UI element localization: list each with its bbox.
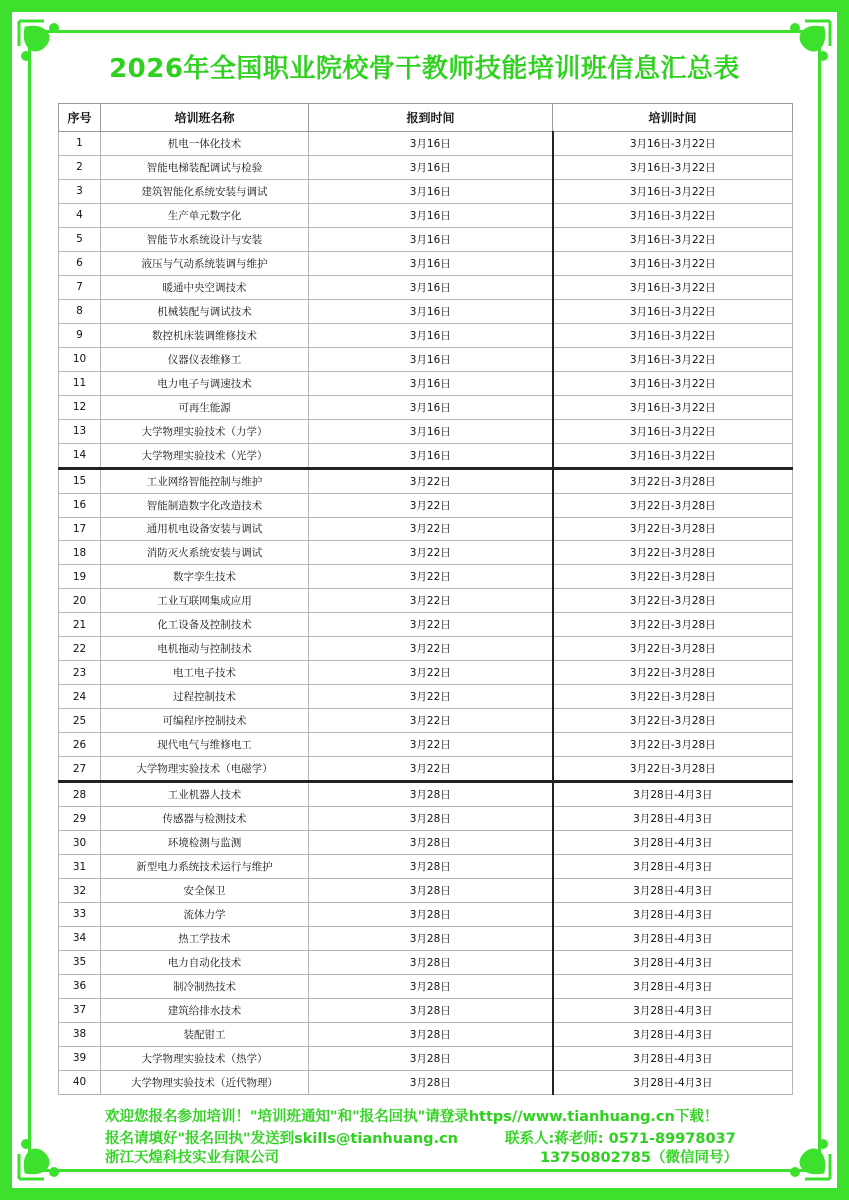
table-row (59, 275, 793, 299)
cell-arrival: 3月28日 (309, 1022, 553, 1046)
cell-no: 6 (59, 251, 101, 275)
cell-name: 流体力学 (101, 903, 309, 927)
table-row (59, 950, 793, 974)
table-row (59, 831, 793, 855)
cell-arrival: 3月22日 (309, 589, 553, 613)
cell-period: 3月28日-4月3日 (553, 1046, 793, 1070)
cell-arrival: 3月16日 (309, 251, 553, 275)
cell-no: 28 (59, 782, 101, 807)
cell-arrival: 3月28日 (309, 926, 553, 950)
table-row (59, 733, 793, 757)
footer-email: 报名请填好"报名回执"发送到skills@tianhuang.cn (105, 1131, 458, 1147)
cell-name: 仪器仪表维修工 (101, 347, 309, 371)
cell-period: 3月28日-4月3日 (553, 782, 793, 807)
table-row (59, 493, 793, 517)
cell-name: 大学物理实验技术（电磁学） (101, 757, 309, 782)
cell-no: 9 (59, 323, 101, 347)
table-row (59, 517, 793, 541)
cell-period: 3月22日-3月28日 (553, 637, 793, 661)
table-row (59, 757, 793, 782)
table-row (59, 974, 793, 998)
cell-no: 16 (59, 493, 101, 517)
cell-period: 3月22日-3月28日 (553, 613, 793, 637)
table-row (59, 998, 793, 1022)
table-row (59, 1022, 793, 1046)
cell-arrival: 3月22日 (309, 733, 553, 757)
cell-name: 工业网络智能控制与维护 (101, 468, 309, 493)
cell-arrival: 3月22日 (309, 493, 553, 517)
cell-name: 装配钳工 (101, 1022, 309, 1046)
cell-no: 39 (59, 1046, 101, 1070)
cell-arrival: 3月28日 (309, 998, 553, 1022)
cell-arrival: 3月22日 (309, 565, 553, 589)
cell-name: 机械装配与调试技术 (101, 299, 309, 323)
cell-name: 工业互联网集成应用 (101, 589, 309, 613)
table-row (59, 565, 793, 589)
cell-period: 3月28日-4月3日 (553, 807, 793, 831)
cell-arrival: 3月28日 (309, 950, 553, 974)
table-row (59, 685, 793, 709)
cell-period: 3月16日-3月22日 (553, 347, 793, 371)
cell-no: 15 (59, 468, 101, 493)
cell-no: 36 (59, 974, 101, 998)
cell-period: 3月28日-4月3日 (553, 1022, 793, 1046)
table-row (59, 299, 793, 323)
footer-phone: 13750802785（微信同号） (540, 1150, 738, 1166)
corner-ornament-icon (775, 1124, 835, 1184)
table-row (59, 589, 793, 613)
table-row (59, 782, 793, 807)
cell-name: 大学物理实验技术（力学） (101, 419, 309, 443)
header-name: 培训班名称 (101, 104, 309, 132)
table-row (59, 661, 793, 685)
table-row (59, 395, 793, 419)
cell-no: 30 (59, 831, 101, 855)
cell-no: 10 (59, 347, 101, 371)
cell-arrival: 3月28日 (309, 782, 553, 807)
cell-name: 建筑智能化系统安装与调试 (101, 179, 309, 203)
cell-name: 通用机电设备安装与调试 (101, 517, 309, 541)
cell-no: 38 (59, 1022, 101, 1046)
table-row (59, 709, 793, 733)
table-body (59, 132, 793, 1095)
cell-period: 3月22日-3月28日 (553, 589, 793, 613)
cell-name: 建筑给排水技术 (101, 998, 309, 1022)
cell-period: 3月16日-3月22日 (553, 132, 793, 156)
table-row (59, 155, 793, 179)
cell-arrival: 3月16日 (309, 323, 553, 347)
cell-period: 3月28日-4月3日 (553, 974, 793, 998)
cell-arrival: 3月22日 (309, 709, 553, 733)
cell-name: 传感器与检测技术 (101, 807, 309, 831)
table-row (59, 468, 793, 493)
footer-company: 浙江天煌科技实业有限公司 (105, 1150, 279, 1166)
cell-period: 3月16日-3月22日 (553, 323, 793, 347)
cell-no: 19 (59, 565, 101, 589)
cell-no: 1 (59, 132, 101, 156)
table-row (59, 903, 793, 927)
cell-arrival: 3月22日 (309, 468, 553, 493)
table-row (59, 613, 793, 637)
cell-arrival: 3月28日 (309, 1046, 553, 1070)
cell-name: 数控机床装调维修技术 (101, 323, 309, 347)
table-row (59, 926, 793, 950)
cell-arrival: 3月22日 (309, 661, 553, 685)
cell-name: 电力自动化技术 (101, 950, 309, 974)
cell-name: 新型电力系统技术运行与维护 (101, 855, 309, 879)
cell-period: 3月22日-3月28日 (553, 493, 793, 517)
cell-no: 3 (59, 179, 101, 203)
table-row (59, 807, 793, 831)
cell-no: 2 (59, 155, 101, 179)
cell-name: 过程控制技术 (101, 685, 309, 709)
cell-arrival: 3月22日 (309, 685, 553, 709)
cell-name: 生产单元数字化 (101, 203, 309, 227)
cell-name: 制冷制热技术 (101, 974, 309, 998)
footer-contact-line (105, 1127, 765, 1148)
cell-name: 化工设备及控制技术 (101, 613, 309, 637)
cell-no: 12 (59, 395, 101, 419)
cell-no: 5 (59, 227, 101, 251)
cell-no: 7 (59, 275, 101, 299)
table-row (59, 443, 793, 468)
cell-no: 21 (59, 613, 101, 637)
cell-arrival: 3月16日 (309, 275, 553, 299)
table-row (59, 637, 793, 661)
cell-period: 3月16日-3月22日 (553, 371, 793, 395)
cell-name: 电工电子技术 (101, 661, 309, 685)
cell-no: 23 (59, 661, 101, 685)
cell-no: 14 (59, 443, 101, 468)
cell-name: 大学物理实验技术（热学） (101, 1046, 309, 1070)
cell-period: 3月16日-3月22日 (553, 443, 793, 468)
cell-arrival: 3月22日 (309, 757, 553, 782)
cell-no: 20 (59, 589, 101, 613)
cell-period: 3月22日-3月28日 (553, 709, 793, 733)
cell-name: 环境检测与监测 (101, 831, 309, 855)
cell-period: 3月22日-3月28日 (553, 661, 793, 685)
cell-period: 3月28日-4月3日 (553, 950, 793, 974)
cell-period: 3月16日-3月22日 (553, 227, 793, 251)
table-row (59, 879, 793, 903)
table-row (59, 323, 793, 347)
cell-period: 3月28日-4月3日 (553, 879, 793, 903)
table-row (59, 132, 793, 156)
cell-name: 机电一体化技术 (101, 132, 309, 156)
cell-name: 智能电梯装配调试与检验 (101, 155, 309, 179)
page-title: 2026年全国职业院校骨干教师技能培训班信息汇总表 (109, 54, 740, 84)
cell-period: 3月22日-3月28日 (553, 685, 793, 709)
cell-arrival: 3月16日 (309, 371, 553, 395)
cell-no: 35 (59, 950, 101, 974)
cell-arrival: 3月16日 (309, 443, 553, 468)
cell-period: 3月16日-3月22日 (553, 251, 793, 275)
header-arrival: 报到时间 (309, 104, 553, 132)
table-row (59, 1046, 793, 1070)
cell-arrival: 3月16日 (309, 179, 553, 203)
cell-arrival: 3月22日 (309, 637, 553, 661)
cell-period: 3月22日-3月28日 (553, 517, 793, 541)
cell-arrival: 3月28日 (309, 974, 553, 998)
table-header-row (59, 104, 793, 132)
cell-arrival: 3月16日 (309, 395, 553, 419)
cell-period: 3月22日-3月28日 (553, 541, 793, 565)
cell-period: 3月16日-3月22日 (553, 203, 793, 227)
table-row (59, 371, 793, 395)
cell-period: 3月28日-4月3日 (553, 855, 793, 879)
table-row (59, 203, 793, 227)
cell-period: 3月16日-3月22日 (553, 299, 793, 323)
cell-no: 26 (59, 733, 101, 757)
cell-no: 18 (59, 541, 101, 565)
cell-period: 3月22日-3月28日 (553, 565, 793, 589)
cell-no: 27 (59, 757, 101, 782)
cell-no: 31 (59, 855, 101, 879)
cell-period: 3月28日-4月3日 (553, 903, 793, 927)
cell-arrival: 3月28日 (309, 903, 553, 927)
cell-name: 现代电气与维修电工 (101, 733, 309, 757)
cell-name: 消防灭火系统安装与调试 (101, 541, 309, 565)
table-row (59, 347, 793, 371)
cell-name: 工业机器人技术 (101, 782, 309, 807)
cell-arrival: 3月28日 (309, 831, 553, 855)
cell-arrival: 3月16日 (309, 347, 553, 371)
training-schedule-table (58, 103, 793, 1095)
cell-arrival: 3月22日 (309, 613, 553, 637)
cell-no: 32 (59, 879, 101, 903)
table-row (59, 1070, 793, 1094)
cell-arrival: 3月16日 (309, 203, 553, 227)
cell-no: 22 (59, 637, 101, 661)
cell-no: 37 (59, 998, 101, 1022)
cell-name: 电机拖动与控制技术 (101, 637, 309, 661)
cell-period: 3月28日-4月3日 (553, 998, 793, 1022)
cell-no: 25 (59, 709, 101, 733)
table-row (59, 179, 793, 203)
cell-name: 液压与气动系统装调与维护 (101, 251, 309, 275)
cell-period: 3月22日-3月28日 (553, 733, 793, 757)
cell-arrival: 3月22日 (309, 541, 553, 565)
cell-name: 暖通中央空调技术 (101, 275, 309, 299)
cell-period: 3月16日-3月22日 (553, 395, 793, 419)
header-period: 培训时间 (553, 104, 793, 132)
cell-no: 33 (59, 903, 101, 927)
table-row (59, 227, 793, 251)
cell-period: 3月16日-3月22日 (553, 419, 793, 443)
table-row (59, 541, 793, 565)
cell-no: 29 (59, 807, 101, 831)
cell-arrival: 3月28日 (309, 879, 553, 903)
cell-no: 24 (59, 685, 101, 709)
cell-name: 智能节水系统设计与安装 (101, 227, 309, 251)
cell-period: 3月22日-3月28日 (553, 757, 793, 782)
cell-no: 40 (59, 1070, 101, 1094)
cell-period: 3月16日-3月22日 (553, 155, 793, 179)
cell-period: 3月28日-4月3日 (553, 1070, 793, 1094)
footer-company-line (105, 1146, 765, 1167)
footer-notice: 欢迎您报名参加培训！"培训班通知"和"报名回执"请登录https//www.tianhuang.cn下载！ (105, 1109, 719, 1125)
cell-period: 3月16日-3月22日 (553, 179, 793, 203)
cell-no: 11 (59, 371, 101, 395)
cell-name: 热工学技术 (101, 926, 309, 950)
cell-name: 数字孪生技术 (101, 565, 309, 589)
cell-name: 可再生能源 (101, 395, 309, 419)
cell-name: 安全保卫 (101, 879, 309, 903)
cell-name: 大学物理实验技术（近代物理） (101, 1070, 309, 1094)
cell-arrival: 3月28日 (309, 855, 553, 879)
cell-arrival: 3月28日 (309, 807, 553, 831)
cell-no: 13 (59, 419, 101, 443)
cell-name: 电力电子与调速技术 (101, 371, 309, 395)
table-row (59, 855, 793, 879)
corner-ornament-icon (14, 1124, 74, 1184)
cell-arrival: 3月16日 (309, 419, 553, 443)
cell-no: 34 (59, 926, 101, 950)
cell-period: 3月22日-3月28日 (553, 468, 793, 493)
cell-period: 3月16日-3月22日 (553, 275, 793, 299)
cell-arrival: 3月22日 (309, 517, 553, 541)
cell-name: 智能制造数字化改造技术 (101, 493, 309, 517)
cell-no: 4 (59, 203, 101, 227)
cell-period: 3月28日-4月3日 (553, 831, 793, 855)
cell-arrival: 3月28日 (309, 1070, 553, 1094)
header-no: 序号 (59, 104, 101, 132)
cell-name: 大学物理实验技术（光学） (101, 443, 309, 468)
cell-no: 17 (59, 517, 101, 541)
cell-arrival: 3月16日 (309, 299, 553, 323)
table-row (59, 419, 793, 443)
cell-name: 可编程序控制技术 (101, 709, 309, 733)
cell-arrival: 3月16日 (309, 155, 553, 179)
cell-period: 3月28日-4月3日 (553, 926, 793, 950)
cell-arrival: 3月16日 (309, 227, 553, 251)
cell-arrival: 3月16日 (309, 132, 553, 156)
table-row (59, 251, 793, 275)
cell-no: 8 (59, 299, 101, 323)
footer-contact-person: 联系人:蒋老师: 0571-89978037 (505, 1131, 736, 1147)
